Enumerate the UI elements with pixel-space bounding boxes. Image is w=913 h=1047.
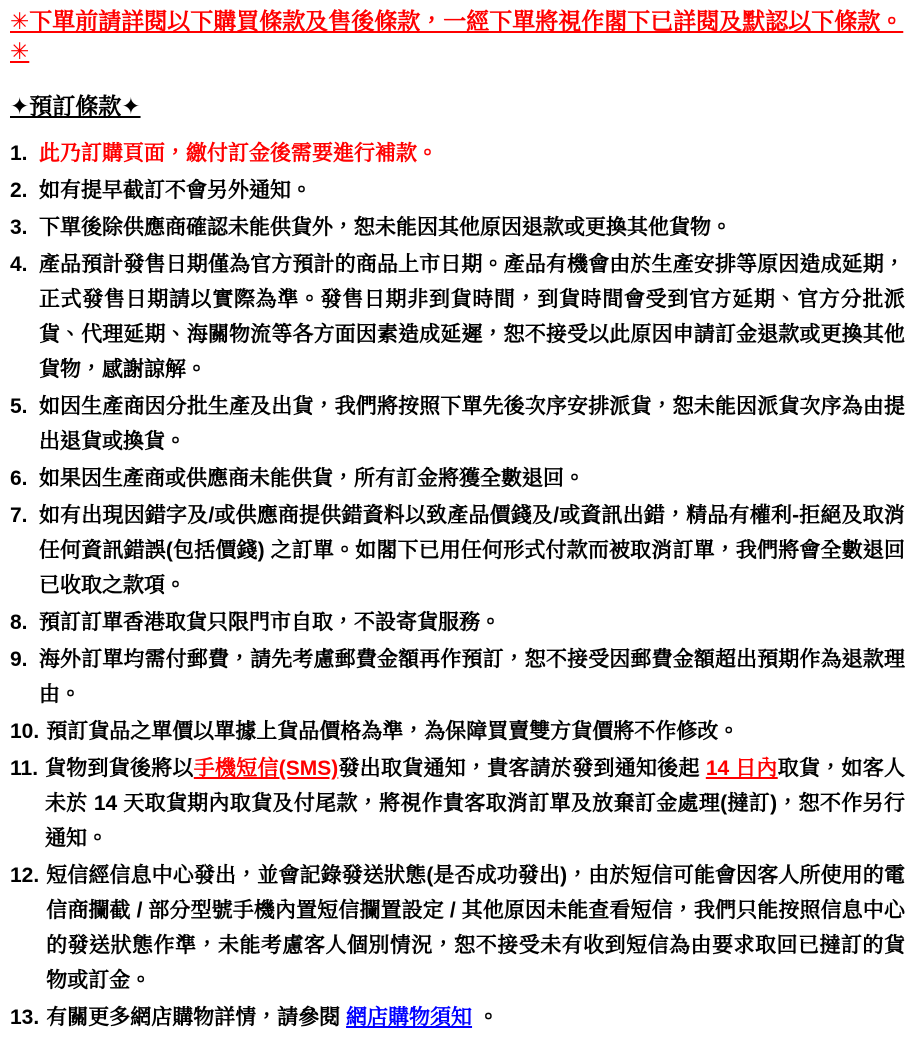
term-text — [39, 389, 905, 459]
term-text — [39, 210, 905, 245]
term-number: 3. — [10, 216, 28, 239]
text-segment: 14 日內 — [705, 757, 778, 780]
text-segment: 發出取貨通知，貴客請於發到通知後起 — [338, 757, 706, 780]
term-text — [46, 1000, 905, 1035]
text-segment: 此乃訂購頁面，繳付訂金後需要進行補款。 — [39, 142, 438, 165]
text-segment: 有關更多網店購物詳情，請參閱 — [46, 1006, 347, 1029]
text-segment: 手機短信(SMS) — [193, 757, 339, 780]
term-number: 10. — [10, 720, 40, 743]
term-item-12 — [10, 858, 905, 998]
term-item-1 — [10, 136, 905, 171]
term-item-3 — [10, 210, 905, 245]
term-text — [39, 136, 905, 171]
term-text — [46, 858, 905, 998]
term-item-7 — [10, 498, 905, 603]
term-item-5 — [10, 389, 905, 459]
text-segment: 如有出現因錯字及/或供應商提供錯資料以致產品價錢及/或資訊出錯，精品有權利-拒絕及取消任何資訊錯誤(包括價錢) 之訂單。如閣下已用任何形式付款而被取消訂單，我們將會全數退回已收取之款項。 — [39, 504, 905, 597]
term-item-8 — [10, 605, 905, 640]
section-heading-preorder-terms: ✦預訂條款✦ — [10, 93, 141, 119]
term-number: 12. — [10, 864, 40, 887]
term-item-2 — [10, 173, 905, 208]
text-segment: 下單後除供應商確認未能供貨外，恕未能因其他原因退款或更換其他貨物。 — [39, 216, 732, 239]
text-segment: 取貨，如客人未於 14 天取貨期內取貨及付尾款，將視作貴客取消訂單及放棄訂金處理(撻訂)，恕不作另行通知。 — [45, 757, 905, 850]
term-item-13 — [10, 1000, 905, 1035]
terms-list — [10, 136, 905, 1035]
term-number: 4. — [10, 253, 28, 276]
text-segment: 如果因生產商或供應商未能供貨，所有訂金將獲全數退回。 — [39, 467, 585, 490]
term-number: 9. — [10, 648, 28, 671]
page-title: ✳下單前請詳閱以下購買條款及售後條款，一經下單將視作閣下已詳閱及默認以下條款。✳ — [10, 8, 904, 64]
term-item-4 — [10, 247, 905, 387]
text-segment: 貨物到貨後將以 — [45, 757, 194, 780]
text-segment: 預訂貨品之單價以單據上貨品價格為準，為保障買賣雙方貨價將不作修改。 — [46, 720, 740, 743]
term-item-11 — [10, 751, 905, 856]
text-segment: 如有提早截訂不會另外通知。 — [39, 179, 312, 202]
term-item-6 — [10, 461, 905, 496]
term-number: 5. — [10, 395, 28, 418]
term-text — [39, 173, 905, 208]
term-text — [46, 714, 905, 749]
shop-guide-link[interactable]: 網店購物須知 — [346, 1006, 473, 1029]
term-number: 1. — [10, 142, 28, 165]
term-number: 13. — [10, 1006, 40, 1029]
text-segment: 預訂訂單香港取貨只限門市自取，不設寄貨服務。 — [39, 611, 501, 634]
text-segment: 產品預計發售日期僅為官方預計的商品上市日期。產品有機會由於生產安排等原因造成延期，正式發售日期請以實際為準。發售日期非到貨時間，到貨時間會受到官方延期、官方分批派貨、代理延期、海關物流等各方面因素造成延遲，恕不接受以此原因申請訂金退款或更換其他貨物，感謝諒解。 — [39, 253, 905, 381]
term-text — [39, 247, 905, 387]
term-text — [45, 751, 905, 856]
term-text — [39, 642, 905, 712]
term-item-9 — [10, 642, 905, 712]
term-text — [39, 461, 905, 496]
term-item-10 — [10, 714, 905, 749]
term-number: 8. — [10, 611, 28, 634]
term-number: 11. — [10, 757, 39, 780]
term-number: 6. — [10, 467, 28, 490]
term-text — [39, 498, 905, 603]
term-number: 7. — [10, 504, 28, 527]
term-text — [39, 605, 905, 640]
text-segment: 。 — [472, 1006, 499, 1029]
text-segment: 海外訂單均需付郵費，請先考慮郵費金額再作預訂，恕不接受因郵費金額超出預期作為退款理由。 — [39, 648, 905, 706]
text-segment: 短信經信息中心發出，並會記錄發送狀態(是否成功發出)，由於短信可能會因客人所使用的電信商攔截 / 部分型號手機內置短信攔置設定 / 其他原因未能查看短信，我們只能按照信息中心的發送狀態作準，未能考慮客人個別情況，恕不接受未有收到短信為由要求取回已撻訂的貨物或訂金。 — [46, 864, 905, 992]
text-segment: 如因生產商因分批生產及出貨，我們將按照下單先後次序安排派貨，恕未能因派貨次序為由提出退貨或換貨。 — [39, 395, 905, 453]
term-number: 2. — [10, 179, 28, 202]
